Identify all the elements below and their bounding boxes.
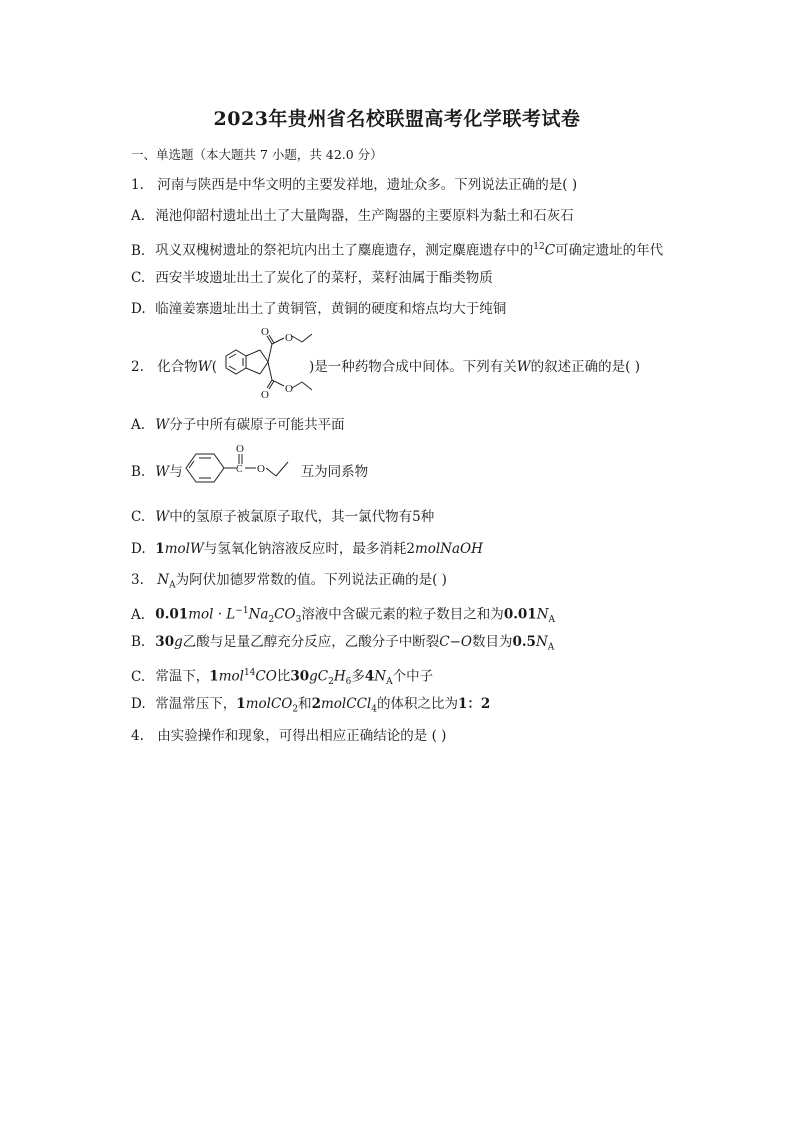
compound-w-structure xyxy=(212,324,322,404)
question-4-stem: 4. 由实验操作和现象，可得出相应正确结论的是 ( ) xyxy=(131,728,447,744)
exam-title: 2023年贵州省名校联盟高考化学联考试卷 xyxy=(213,108,581,130)
question-1-stem: 1. 河南与陕西是中华文明的主要发祥地，遗址众多。下列说法正确的是( ) xyxy=(131,177,578,193)
atom-label: O xyxy=(236,443,244,455)
question-3-option-d: D. 常温常压下，1molCO$_2$和2molCCl$_4$的体积之比为1：2 xyxy=(131,696,491,715)
question-2-option-c: C. W中的氢原子被氯原子取代，其一氯代物有5种 xyxy=(131,509,435,525)
question-2-option-d: D. 1molW与氢氧化钠溶液反应时，最多消耗2molNaOH xyxy=(131,541,483,557)
question-3-stem: 3. $N_A$为阿伏加德罗常数的值。下列说法正确的是( ) xyxy=(131,572,447,591)
question-1-option-d: D. 临潼姜寨遗址出土了黄铜管，黄铜的硬度和熔点均大于纯铜 xyxy=(131,301,507,317)
atom-label: O xyxy=(261,389,269,401)
question-3-option-a: A. $0.01mol \cdot L^{-1}Na_2CO_3$溶液中含碳元素的粒子数目之和为$0.01N_A$ xyxy=(131,606,556,626)
question-2-stem: 2. 化合物W( )是一种药物合成中间体。下列有关W的叙述正确的是( ) xyxy=(131,359,640,375)
ethyl-benzoate-structure xyxy=(178,440,298,496)
atom-label: O xyxy=(285,332,293,344)
atom-label: O xyxy=(261,326,269,338)
question-2-option-b: B. W与 互为同系物 xyxy=(131,464,369,480)
question-number: 1. xyxy=(131,177,144,193)
atom-label: O xyxy=(257,463,265,475)
question-3-option-b: B. 30g乙酸与足量乙醇充分反应，乙酸分子中断裂C−O数目为$0.5N_A$ xyxy=(131,634,555,653)
question-2-option-a: A. W分子中所有碳原子可能共平面 xyxy=(131,417,345,433)
svg-text:C: C xyxy=(236,464,243,475)
question-3-option-c: C. 常温下，1mol$^{14}$CO比$30gC_2H_6$多$4N_A$个中子 xyxy=(131,668,434,688)
section-heading: 一、单选题（本大题共 7 小题，共 42.0 分） xyxy=(131,147,383,162)
question-1-option-c: C. 西安半坡遗址出土了炭化了的菜籽，菜籽油属于酯类物质 xyxy=(131,270,493,286)
atom-label: O xyxy=(285,383,293,395)
question-1-option-b: B. 巩义双槐树遗址的祭祀坑内出土了麋鹿遗存，测定麋鹿遗存中的$^{12}$C可确定遗址的年代 xyxy=(131,242,664,259)
question-1-option-a: A. 渑池仰韶村遗址出土了大量陶器，生产陶器的主要原料为黏土和石灰石 xyxy=(131,208,574,224)
